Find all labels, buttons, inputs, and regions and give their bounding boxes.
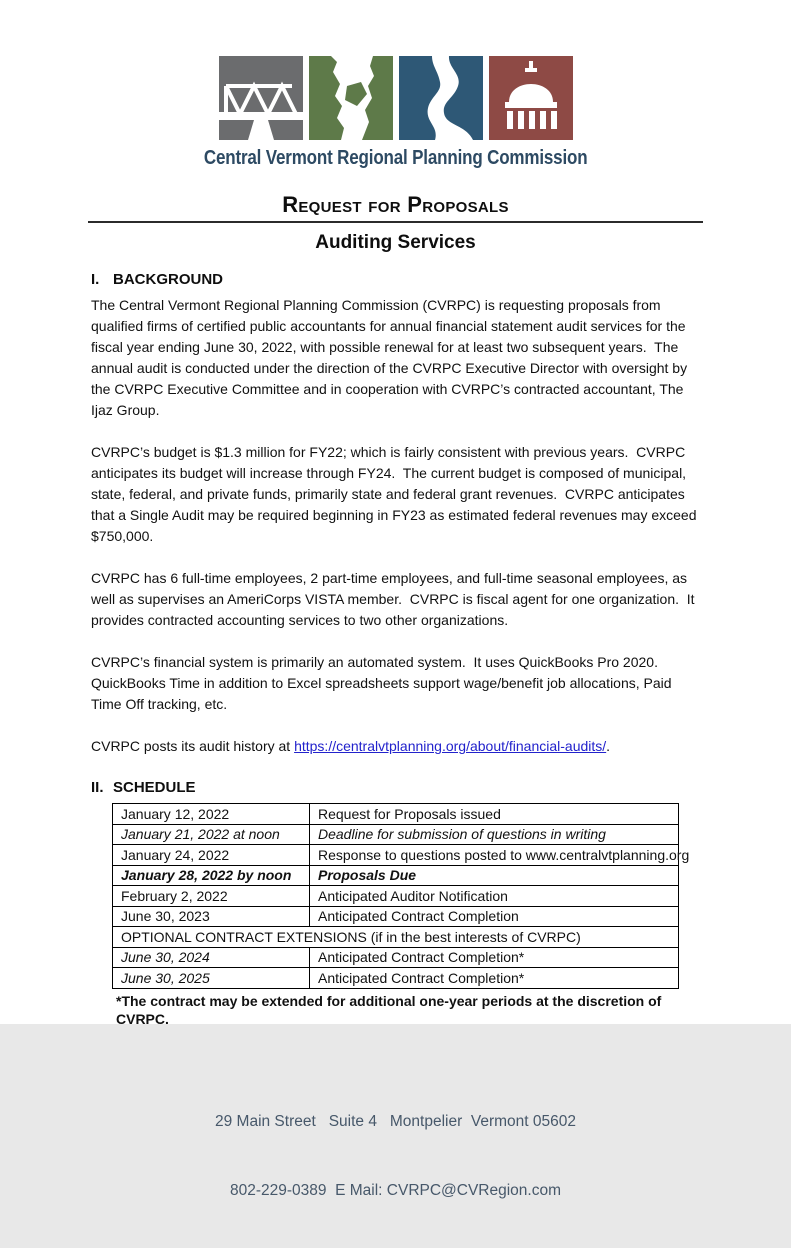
background-paragraph: The Central Vermont Regional Planning Commission (CVRPC) is requesting proposals from qualified firms of certified public accountants for annual financial statement audit services for the fiscal year ending June 30, 2022, with possible renewal for at least two subsequent years. The annual audit is conducted under the direction of the CVRPC Executive Director with oversight by the CVRPC Executive Committee and in cooperation with CVRPC’s contracted accountant, The Ijaz Group. bbox=[91, 297, 691, 418]
schedule-row bbox=[113, 824, 679, 845]
capitol-dome-icon bbox=[489, 56, 573, 140]
schedule-event: Anticipated Auditor Notification bbox=[310, 886, 679, 907]
schedule-event: Anticipated Contract Completion bbox=[310, 906, 679, 927]
document-body bbox=[91, 270, 700, 1248]
schedule-event: Deadline for submission of questions in writing bbox=[310, 824, 679, 845]
schedule-event: Anticipated Contract Completion* bbox=[310, 968, 679, 989]
schedule-row bbox=[113, 845, 679, 866]
schedule-row bbox=[113, 886, 679, 907]
footer-address: 29 Main Street Suite 4 Montpelier Vermont 05602 bbox=[214, 1112, 576, 1130]
bridge-icon bbox=[219, 56, 303, 140]
logo-wordmark-row bbox=[0, 147, 791, 170]
title-divider bbox=[88, 221, 703, 223]
schedule-date: February 2, 2022 bbox=[113, 886, 310, 907]
schedule-date: January 24, 2022 bbox=[113, 845, 310, 866]
background-paragraph: CVRPC’s financial system is primarily an automated system. It uses QuickBooks Pro 2020. QuickBooks Time in addition to Excel spreadsheets support wage/benefit job allocations, Paid Time Off tracking, etc. bbox=[91, 654, 676, 712]
schedule-date: June 30, 2024 bbox=[113, 947, 310, 968]
section-label: SCHEDULE bbox=[113, 779, 196, 796]
document-subtitle: Auditing Services bbox=[315, 232, 476, 253]
schedule-row bbox=[113, 947, 679, 968]
schedule-event: Request for Proposals issued bbox=[310, 804, 679, 825]
vermont-map-icon bbox=[309, 56, 393, 140]
audit-history-line bbox=[91, 736, 700, 757]
footer-contact: 802-229-0389 E Mail: CVRPC@CVRegion.com bbox=[229, 1181, 562, 1199]
river-icon bbox=[399, 56, 483, 140]
schedule-row bbox=[113, 804, 679, 825]
schedule-date: January 28, 2022 by noon bbox=[113, 865, 310, 886]
schedule-date: January 12, 2022 bbox=[113, 804, 310, 825]
schedule-date: January 21, 2022 at noon bbox=[113, 824, 310, 845]
section-heading-background bbox=[91, 270, 700, 289]
schedule-row bbox=[113, 906, 679, 927]
logo-tiles bbox=[0, 0, 791, 140]
audit-history-prefix: CVRPC posts its audit history at bbox=[91, 738, 295, 754]
schedule-date: June 30, 2023 bbox=[113, 906, 310, 927]
logo bbox=[0, 0, 791, 170]
audit-history-suffix: . bbox=[606, 738, 611, 754]
schedule-row-span bbox=[113, 927, 679, 948]
schedule-event: Response to questions posted to www.centralvtplanning.org bbox=[310, 845, 679, 866]
schedule-table bbox=[112, 803, 690, 989]
schedule-row bbox=[113, 968, 679, 989]
audit-history-link[interactable]: https://centralvtplanning.org/about/financial-audits/ bbox=[294, 738, 607, 754]
schedule-span-text: OPTIONAL CONTRACT EXTENSIONS (if in the best interests of CVRPC) bbox=[113, 927, 679, 948]
section-numeral: II. bbox=[91, 779, 104, 796]
page-footer bbox=[91, 1064, 700, 1248]
schedule-row bbox=[113, 865, 679, 886]
schedule-date: June 30, 2025 bbox=[113, 968, 310, 989]
schedule-event: Proposals Due bbox=[310, 865, 679, 886]
background-paragraph: CVRPC has 6 full-time employees, 2 part-time employees, and full-time seasonal employees, as well as supervises an AmeriCorps VISTA member. CVRPC is fiscal agent for one organization. It provides contracted accounting services to two other organizations. bbox=[91, 570, 699, 628]
section-numeral: I. bbox=[91, 271, 100, 288]
schedule-event: Anticipated Contract Completion* bbox=[310, 947, 679, 968]
background-paragraph: CVRPC’s budget is $1.3 million for FY22; which is fairly consistent with previous years. CVRPC anticipates its budget will increase through FY24. The current budget is composed of municipal, state, federal, and private funds, primarily state and federal grant revenues. CVRPC anticipates that a Single Audit may be required beginning in FY23 as estimated federal revenues may exceed $750,000. bbox=[91, 444, 701, 544]
document-title: Request for Proposals bbox=[282, 192, 509, 217]
section-label: BACKGROUND bbox=[113, 271, 223, 288]
logo-wordmark: Central Vermont Regional Planning Commission bbox=[203, 147, 588, 169]
section-heading-schedule bbox=[91, 778, 700, 797]
schedule-footnote: *The contract may be extended for additional one-year periods at the discretion of CVRPC. bbox=[116, 992, 662, 1027]
